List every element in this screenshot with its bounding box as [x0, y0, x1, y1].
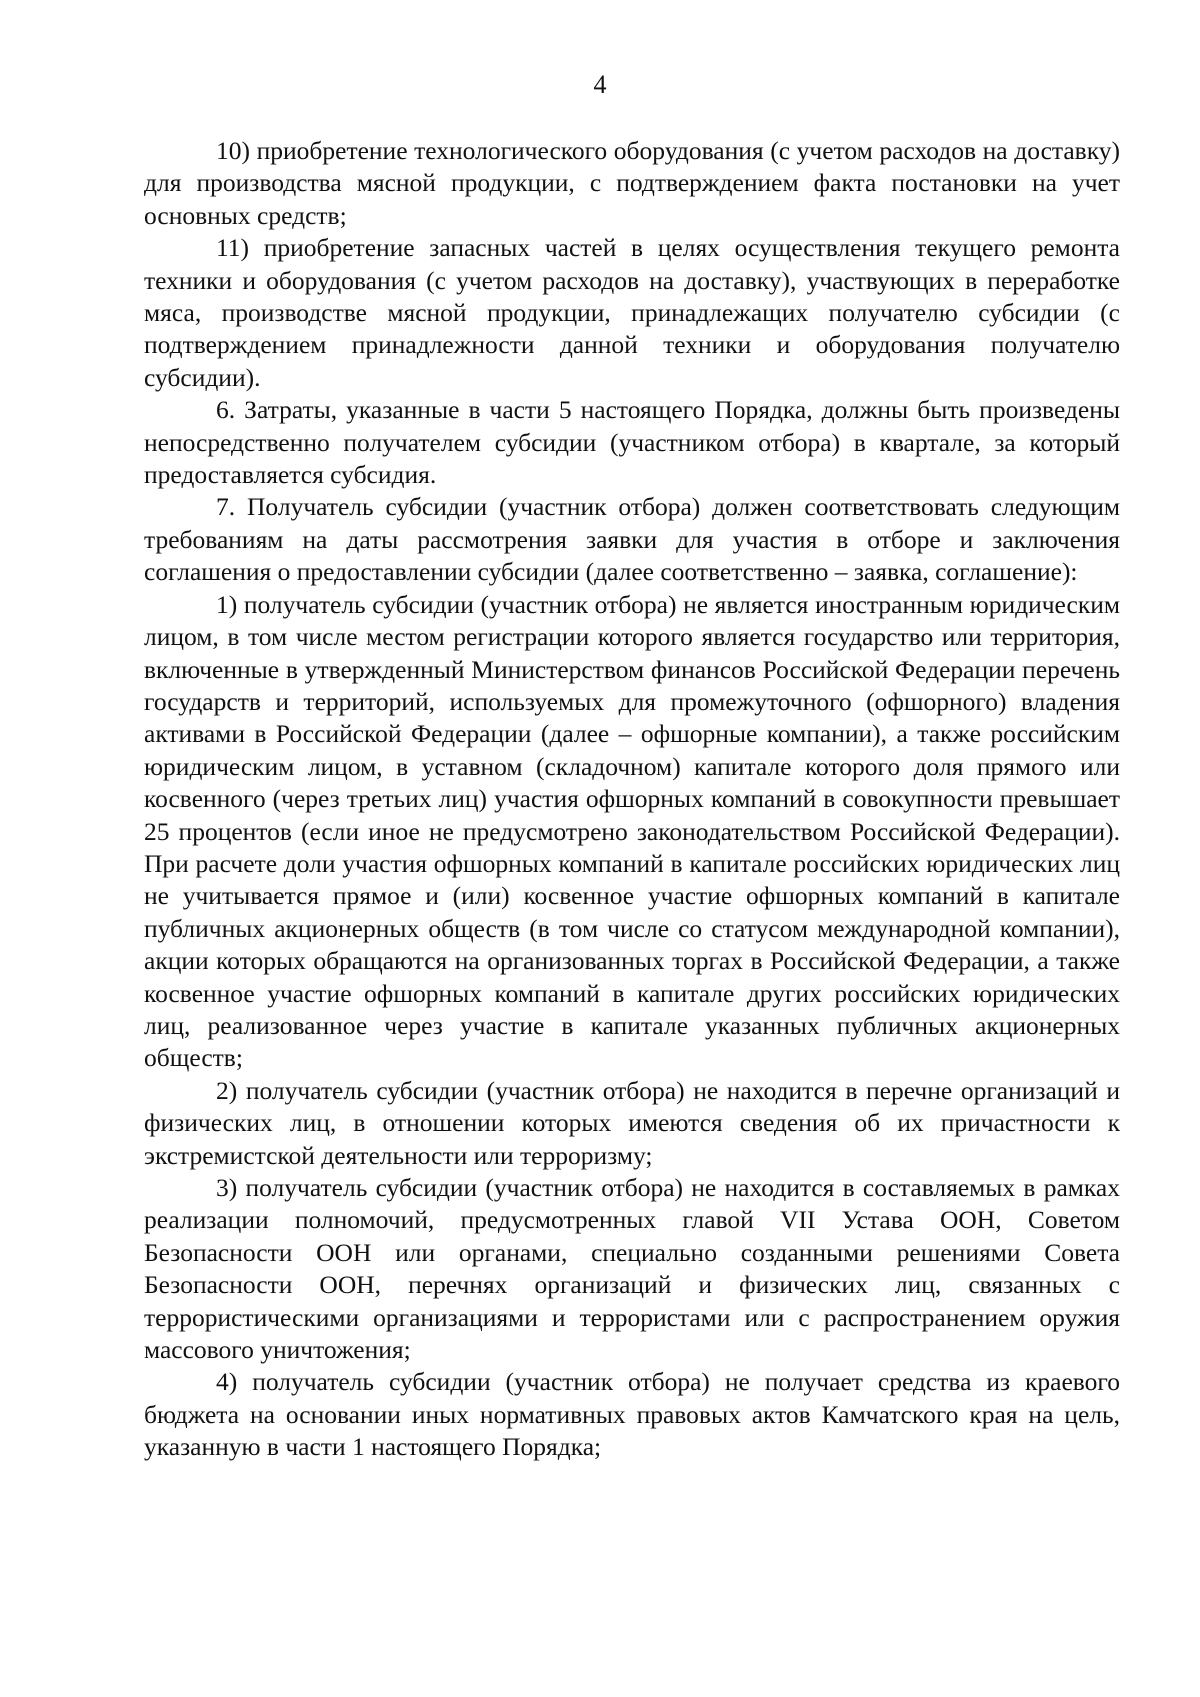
paragraph-item-11: 11) приобретение запасных частей в целях осуществления текущего ремонта техники и оборудования (с учетом расходов на доставку), участвующих в переработке мяса, производстве мясной продукции, принадлежащих получателю субсидии (с подтверждением принадлежности данной техники и оборудования получателю субсидии). [144, 233, 1120, 392]
paragraph-requirement-4: 4) получатель субсидии (участник отбора) не получает средства из краевого бюджета на основании иных нормативных правовых актов Камчатского края на цель, указанную в части 1 настоящего Порядка; [144, 1367, 1120, 1462]
paragraph-requirement-1: 1) получатель субсидии (участник отбора) не является иностранным юридическим лицом, в том числе местом регистрации которого является государство или территория, включенные в утвержденный Министерством финансов Российской Федерации перечень государств и территорий, используемых для промежуточного (офшорного) владения активами в Российской Федерации (далее – офшорные компании), а также российским юридическим лицом, в уставном (складочном) капитале которого доля прямого или косвенного (через третьих лиц) участия офшорных компаний в совокупности превышает 25 процентов (если иное не предусмотрено законодательством Российской Федерации). При расчете доли участия офшорных компаний в капитале российских юридических лиц не учитывается прямое и (или) косвенное участие офшорных компаний в капитале публичных акционерных обществ (в том числе со статусом международной компании), акции которых обращаются на организованных торгах в Российской Федерации, а также косвенное участие офшорных компаний в капитале других российских юридических лиц, реализованное через участие в капитале указанных публичных акционерных обществ; [144, 589, 1120, 1073]
paragraph-section-7: 7. Получатель субсидии (участник отбора) должен соответствовать следующим требованиям на даты рассмотрения заявки для участия в отборе и заключения соглашения о предоставлении субсидии (далее соответственно – заявка, соглашение): [144, 492, 1120, 587]
paragraph-requirement-3: 3) получатель субсидии (участник отбора) не находится в составляемых в рамках реализации полномочий, предусмотренных главой VII Устава ООН, Советом Безопасности ООН или органами, специально созданными решениями Совета Безопасности ООН, перечнях организаций и физических лиц, связанных с террористическими организациями и террористами или с распространением оружия массового уничтожения; [144, 1173, 1120, 1365]
paragraph-item-10: 10) приобретение технологического оборудования (с учетом расходов на доставку) для производства мясной продукции, с подтверждением факта постановки на учет основных средств; [144, 136, 1120, 230]
document-body [144, 135, 1120, 1464]
paragraph-section-6: 6. Затраты, указанные в части 5 настоящего Порядка, должны быть произведены непосредственно получателем субсидии (участником отбора) в квартале, за который предоставляется субсидия. [144, 395, 1120, 490]
page-number: 4 [593, 70, 607, 99]
paragraph-requirement-2: 2) получатель субсидии (участник отбора) не находится в перечне организаций и физических лиц, в отношении которых имеются сведения об их причастности к экстремистской деятельности или терроризму; [144, 1075, 1120, 1170]
